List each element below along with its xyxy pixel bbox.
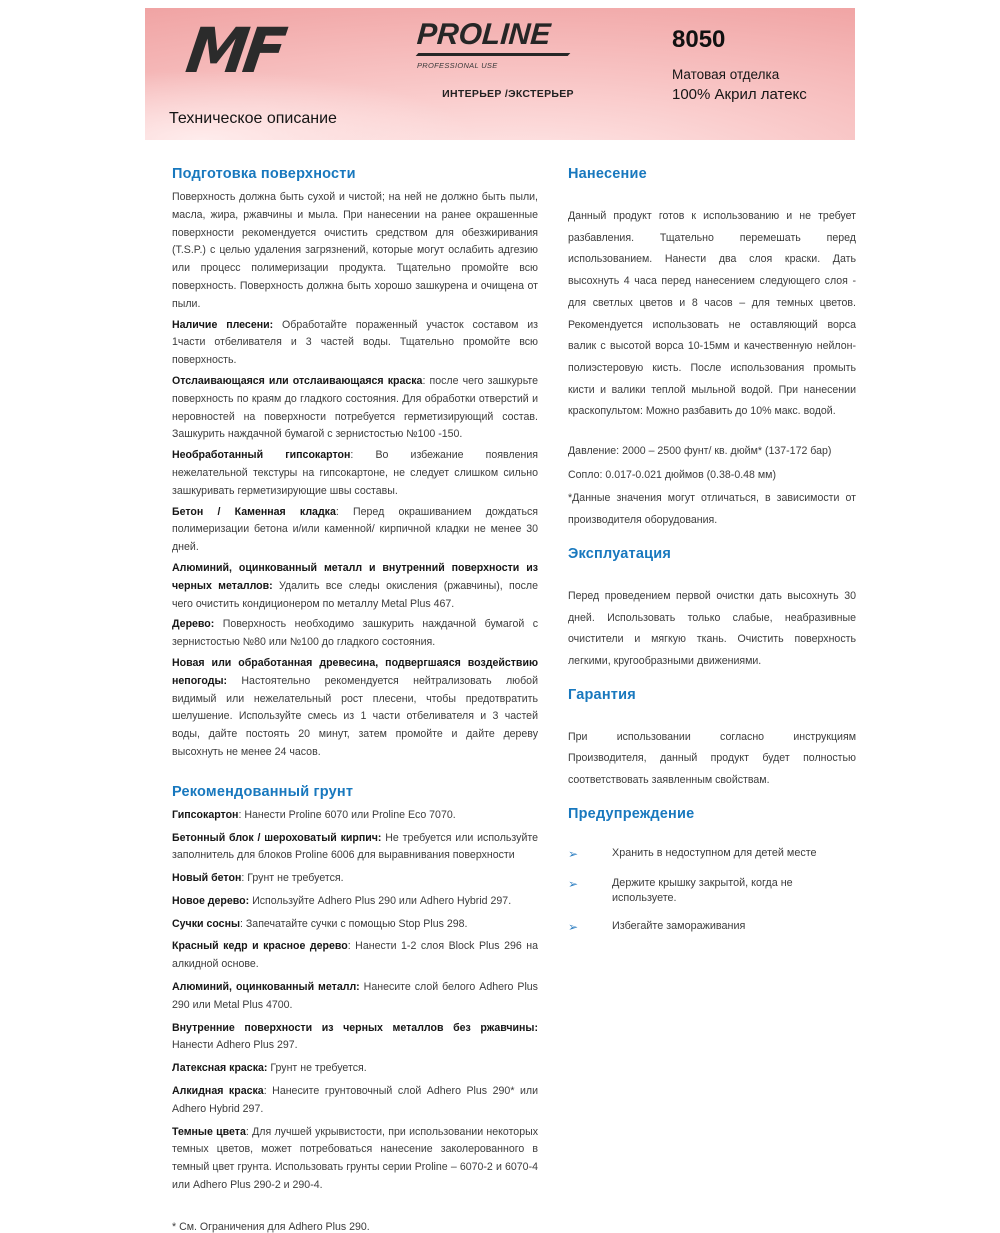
section-title-recommended-primer: Рекомендованный грунт (172, 783, 354, 800)
proline-logo-underline (416, 53, 571, 56)
paragraph: Алюминий, оцинкованный металл: Нанесите слой белого Adhero Plus 290 или Metal Plus 4700. (172, 981, 538, 1011)
header-banner (145, 8, 855, 140)
arrow-bullet-icon: ➢ (568, 919, 579, 934)
paragraph: Поверхность должна быть сухой и чистой; на ней не должно быть пыли, масла, жира, ржавчины и мыла. При нанесении на ранее окрашенные поверхности рекомендуется очистить средством для обезжиривания (T.S.P.) с целью удаления загрязнений, которые могут ослабить адгезию или процесс полимеризации продукта. Тщательно промойте всю поверхность. Поверхность должна быть хорошо зашкурена и очищена от пыли. (172, 191, 538, 310)
list-item: ➢ Избегайте замораживания (568, 919, 746, 934)
paragraph: Темные цвета: Для лучшей укрывистости, при использовании некоторых темных цветов, может потребоваться нанесение заколерованного в темный цвет грунта. Использовать грунты серии Proline – 6070-2 и 6070-4 или Adhero Plus 290-2 и 290-4. (172, 1125, 538, 1192)
paragraph: Гипсокартон: Нанести Proline 6070 или Proline Eco 7070. (172, 808, 456, 821)
mf-logo: MF (181, 14, 287, 87)
paragraph: Красный кедр и красное дерево: Нанести 1-2 слоя Block Plus 296 на алкидной основе. (172, 940, 538, 971)
paragraph: При использовании согласно инструкциям Производителя, данный продукт будет полностью соответствовать заявленным свойствам. (568, 730, 856, 787)
paragraph: Бетон / Каменная кладка: Перед окрашиванием дождаться полимеризации бетона и/или каменной/ кирпичной кладки не менее 30 дней. (172, 505, 538, 554)
paragraph: Наличие плесени: Обработайте пораженный участок составом из 1части отбеливателя и 3 частей воды. Тщательно промойте всю поверхность. (172, 318, 539, 367)
paragraph: Бетонный блок / шероховатый кирпич: Не требуется или используйте заполнитель для блоков Proline 6006 для выравнивания поверхности (172, 831, 538, 862)
section-warranty (568, 687, 856, 792)
spec-note: *Данные значения могут отличаться, в зависимости от производителя оборудования. (568, 492, 856, 527)
paragraph: Отслаивающаяся или отслаивающаяся краска: после чего зашкурьте поверхность по краям до гладкого состояния. Для обработки отверстий и неровностей на поверхности потребуется герметизирующий состав. Зашкурить наждачной бумагой с зернистостью №100 -150. (172, 374, 539, 441)
proline-logo: PROLINE (415, 18, 552, 51)
section-title-maintenance: Эксплуатация (568, 545, 672, 562)
doc-type-label: Техническое описание (169, 110, 337, 127)
paragraph: Внутренние поверхности из черных металлов без ржавчины: Нанести Adhero Plus 297. (172, 1021, 538, 1052)
list-item: ➢ Держите крышку закрытой, когда не используете. (568, 876, 793, 904)
spray-specs (568, 441, 856, 532)
section-title-warning: Предупреждение (568, 805, 695, 822)
section-title-warranty: Гарантия (568, 686, 636, 703)
paragraph: Алюминий, оцинкованный металл и внутренний поверхности из черных металлов: Удалить все следы окисления (ржавчины), после чего очистить кондиционером по металлу Metal Plus 467. (172, 561, 538, 610)
brand-subtitle: PROFESSIONAL USE (417, 61, 498, 70)
paragraph: Алкидная краска: Нанесите грунтовочный слой Adhero Plus 290* или Adhero Hybrid 297. (172, 1085, 538, 1115)
section-application (568, 166, 856, 532)
footnote: * См. Ограничения для Adhero Plus 290. (172, 1220, 370, 1233)
paragraph: Перед проведением первой очистки дать высохнуть 30 дней. Использовать только слабые, неабразивные очистители и мягкую ткань. Очистить поверхность легкими, кругообразными движениями. (568, 589, 856, 667)
section-recommended-primer (172, 784, 538, 1195)
usage-label: ИНТЕРЬЕР /ЭКСТЕРЬЕР (442, 88, 574, 100)
section-maintenance (568, 546, 856, 673)
section-warning (568, 806, 856, 936)
section-title-application: Нанесение (568, 166, 647, 182)
arrow-bullet-icon: ➢ (568, 876, 579, 891)
product-block (672, 26, 807, 103)
section-title-surface-prep: Подготовка поверхности (172, 166, 356, 182)
spec-nozzle: Сопло: 0.017-0.021 дюймов (0.38-0.48 мм) (568, 468, 776, 481)
spec-pressure: Давление: 2000 – 2500 фунт/ кв. дюйм* (137-172 бар) (568, 445, 832, 458)
paragraph: Новый бетон: Грунт не требуется. (172, 872, 344, 885)
paragraph: Сучки сосны: Запечатайте сучки с помощью Stop Plus 298. (172, 917, 468, 930)
paragraph: Новое дерево: Используйте Adhero Plus 290 или Adhero Hybrid 297. (172, 894, 512, 907)
paragraph: Необработанный гипсокартон: Во избежание появления нежелательной текстуры на гипсокартоне, не следует слишком сильно зашкуривать герметизирующие швы составы. (172, 449, 538, 497)
product-composition: 100% Акрил латекс (672, 86, 807, 103)
paragraph: Дерево: Поверхность необходимо зашкурить наждачной бумагой с зернистостью №80 или №100 до гладкого состояния. (172, 618, 538, 649)
product-code: 8050 (672, 26, 726, 53)
arrow-bullet-icon: ➢ (568, 846, 579, 861)
paragraph: Латексная краска: Грунт не требуется. (172, 1062, 367, 1075)
right-column (568, 166, 856, 950)
brand-block (417, 20, 597, 70)
warning-list (568, 846, 856, 936)
product-finish: Матовая отделка (672, 67, 780, 82)
left-column (172, 166, 538, 1233)
paragraph: Данный продукт готов к использованию и не требует разбавления. Тщательно перемешать перед использованием. Нанести два слоя краски. Дать высохнуть 4 часа перед нанесением следующего слоя - для светлых цветов и 8 часов – для темных цветов. Рекомендуется использовать не оставляющий ворса валик с высотой ворса 10-15мм и качественную нейлон-полиэстеровую кисть. После использования промыть кисти и валики теплой мыльной водой. При нанесении краскопультом: Можно разбавить до 10% макс. водой. (568, 210, 856, 418)
section-surface-prep (172, 166, 538, 762)
paragraph: Новая или обработанная древесина, подвергшаяся воздействию непогоды: Настоятельно рекомендуется нейтрализовать любой видимый или нежелательный рост плесени, чтобы предотвратить шелушение. Используйте смесь из 1 части отбеливателя и 3 частей воды, дайте постоять 20 минут, затем промойте и дайте дереву высохнуть не менее 24 часов. (172, 656, 538, 758)
list-item: ➢ Хранить в недоступном для детей месте (568, 846, 817, 861)
